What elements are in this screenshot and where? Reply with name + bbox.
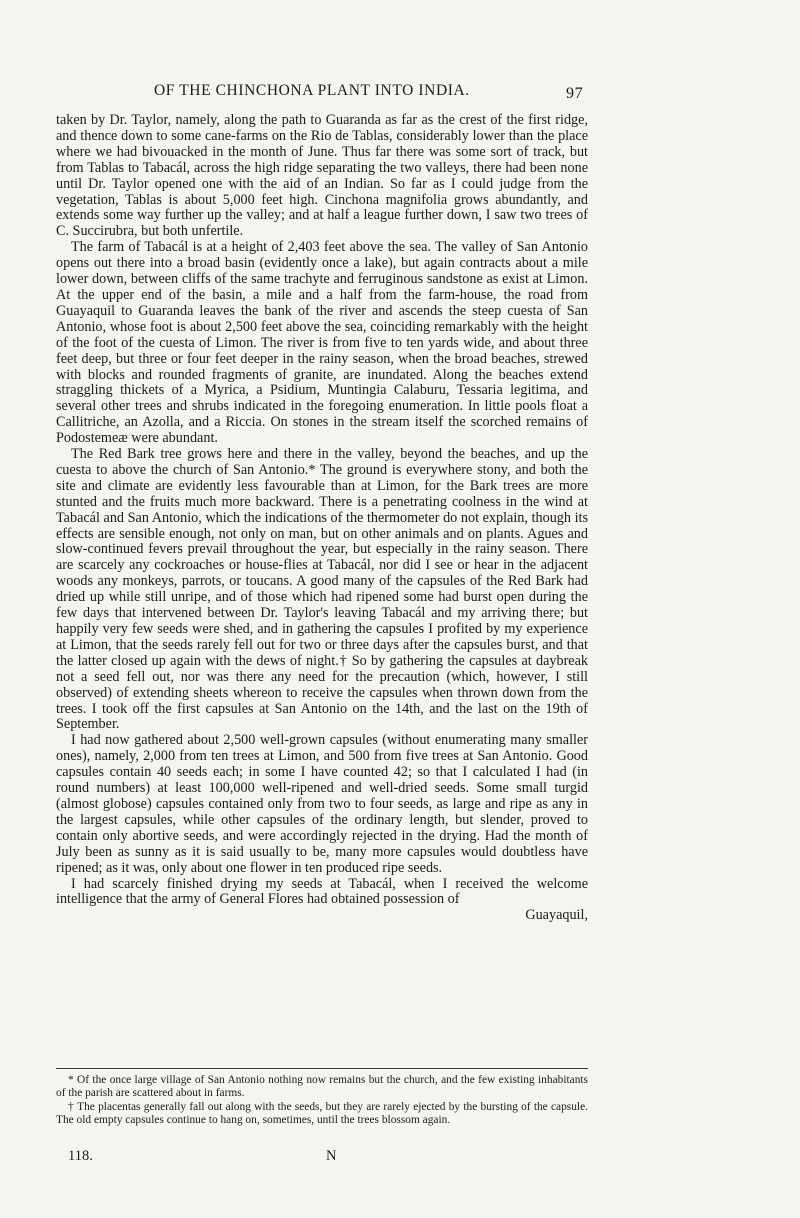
running-header <box>56 82 588 106</box>
paragraph: taken by Dr. Taylor, namely, along the path to Guaranda as far as the crest of the first ridge, and thence down to some cane-farms on the Rio de Tablas, considerably lower than the place where we had bivouacked in the month of June. Thus far there was some sort of track, but from Tablas to Tabacál, across the high ridge separating the two valleys, there had been none until Dr. Taylor opened one with the aid of an Indian. So far as I could judge from the vegetation, Tablas is about 5,000 feet high. Cinchona magnifolia grows abundantly, and extends some way further up the valley; and at half a league further down, I saw two trees of C. Succirubra, but both unfertile. <box>56 112 588 240</box>
main-text <box>56 113 588 924</box>
signature-number: 118. <box>68 1148 93 1164</box>
footnote-rule <box>56 1068 588 1069</box>
page-number: 97 <box>566 85 584 102</box>
paragraph: I had now gathered about 2,500 well-grown capsules (without enumerating many smaller ones), namely, 2,000 from ten trees at Limon, and 500 from five trees at San Antonio. Good capsules contain 40 seeds each; in some I have counted 42; so that I calculated I had (in round numbers) at least 100,000 well-ripened and well-dried seeds. Some small turgid (almost globose) capsules contained only from two to four seeds, as large and ripe as any in the largest capsules, while other capsules of the ordinary length, but slender, proved to contain only abortive seeds, and were accordingly rejected in the drying. Had the month of July been as sunny as it is said usually to be, many more capsules would doubtless have ripened; as it was, only about one flower in ten produced ripe seeds. <box>56 732 588 876</box>
signature-mark: N <box>326 1148 337 1164</box>
paragraph: The farm of Tabacál is at a height of 2,403 feet above the sea. The valley of San Antonio opens out there into a broad basin (evidently once a lake), but again contracts about a mile lower down, between cliffs of the same trachyte and ferruginous sandstone as exist at Limon. At the upper end of the basin, a mile and a half from the farm-house, the road from Guayaquil to Guaranda leaves the bank of the river and ascends the steep cuesta of San Antonio, whose foot is about 2,500 feet above the sea, coinciding remarkably with the height of the foot of the cuesta of Limon. The river is from five to ten yards wide, and about three feet deep, but three or four feet deeper in the rainy season, when the broad beaches, strewed with blocks and rounded fragments of granite, are inundated. Along the beaches extend straggling thickets of a Myrica, a Psidium, Muntingia Calaburu, Tessaria legitima, and several other trees and shrubs indicated in the foregoing enumeration. In little pools float a Callitriche, an Azolla, and a Riccia. On stones in the stream itself the scorched remains of Podostemeæ were abundant. <box>56 239 588 447</box>
paragraph: The Red Bark tree grows here and there in the valley, beyond the beaches, and up the cuesta to above the church of San Antonio.* The ground is everywhere stony, and both the site and climate are evidently less favourable than at Limon, for the Bark trees are more stunted and the fruits much more backward. There is a penetrating coolness in the wind at Tabacál and San Antonio, which the indications of the thermometer do not explain, though its effects are sensible enough, not only on man, but on other animals and on plants. Agues and slow-continued fevers prevail throughout the year, but especially in the rainy season. There are scarcely any cockroaches or house-flies at Tabacál, nor did I see or hear in the adjacent woods any monkeys, parrots, or toucans. A good many of the capsules of the Red Bark had dried up while still unripe, and of those which had ripened some had burst open during the few days that intervened between Dr. Taylor's leaving Tabacál and my arriving there; but happily very few seeds were shed, and in gathering the capsules I profited by my experience at Limon, that the seeds rarely fell out for two or three days after the capsules burst, and that the latter closed up again with the dews of night.† So by gathering the capsules at daybreak not a seed fell out, nor was there any need for the precaution (which, however, I still observed) of extending sheets whereon to receive the capsules when thrown down from the trees. I took off the first capsules at San Antonio on the 14th, and the last on the 19th of September. <box>56 446 588 733</box>
footnotes <box>56 1074 588 1128</box>
paragraph: I had scarcely finished drying my seeds at Tabacál, when I received the welcome intelligence that the army of General Flores had obtained possession of <box>56 875 588 908</box>
running-title: OF THE CHINCHONA PLANT INTO INDIA. <box>154 82 470 99</box>
footnote: † The placentas generally fall out along with the seeds, but they are rarely ejected by the bursting of the capsule. The old empty capsules continue to hang on, sometimes, until the trees blossom again. <box>56 1100 588 1127</box>
footnote: * Of the once large village of San Antonio nothing now remains but the church, and the few existing inhabitants of the parish are scattered about in farms. <box>56 1074 588 1100</box>
catchword: Guayaquil, <box>525 907 588 924</box>
catchword-line <box>56 908 588 924</box>
